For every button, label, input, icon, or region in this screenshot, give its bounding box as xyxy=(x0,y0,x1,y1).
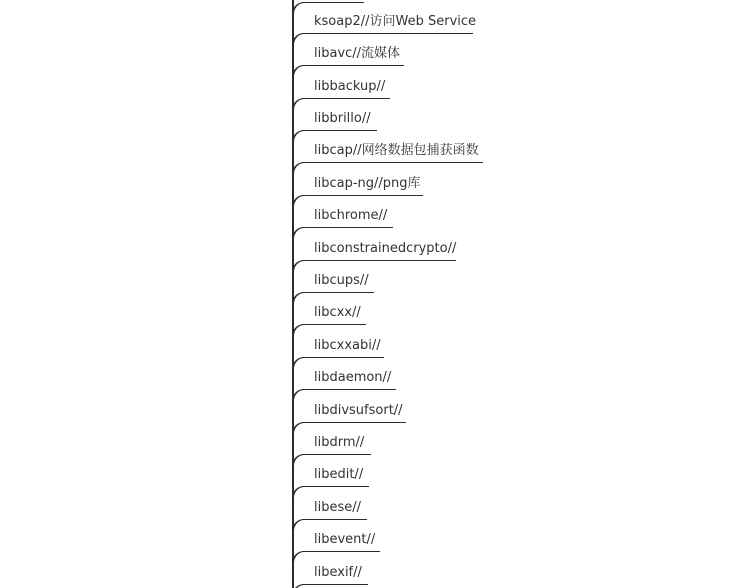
branch-label: libbrillo// xyxy=(314,111,371,126)
branch-label: libcups// xyxy=(314,273,369,288)
branch-underline xyxy=(302,389,396,390)
branch-underline xyxy=(302,422,406,423)
branch-underline xyxy=(302,551,380,552)
branch-underline xyxy=(302,454,371,455)
branch-underline xyxy=(302,33,473,34)
branch-underline xyxy=(302,519,367,520)
branch-underline xyxy=(302,195,423,196)
branch-underline xyxy=(302,486,369,487)
mindmap-trunk-line xyxy=(292,0,294,588)
branch-underline xyxy=(302,162,483,163)
branch-underline xyxy=(302,2,364,3)
branch-label: libdivsufsort// xyxy=(314,403,403,418)
branch-label: libese// xyxy=(314,500,362,515)
branch-label: libcxxabi// xyxy=(314,338,381,353)
branch-label: libevent// xyxy=(314,532,376,547)
branch-label: libcap//网络数据包捕获函数 xyxy=(314,143,479,158)
branch-label: libconstrainedcrypto// xyxy=(314,241,457,256)
branch-underline xyxy=(302,98,390,99)
branch-underline xyxy=(302,324,366,325)
branch-label: libcap-ng//png库 xyxy=(314,176,421,191)
branch-label: libedit// xyxy=(314,467,364,482)
branch-label: libavc//流媒体 xyxy=(314,46,401,61)
branch-label: libexif// xyxy=(314,565,362,580)
branch-underline xyxy=(302,65,404,66)
branch-label: libchrome// xyxy=(314,208,388,223)
branch-underline xyxy=(302,292,374,293)
branch-underline xyxy=(302,130,377,131)
branch-label: libcxx// xyxy=(314,305,361,320)
branch-underline xyxy=(302,584,368,585)
branch-label: libdrm// xyxy=(314,435,365,450)
branch-underline xyxy=(302,357,384,358)
branch-label: ksoap2//访问Web Service xyxy=(314,14,477,29)
branch-label: libdaemon// xyxy=(314,370,392,385)
branch-underline xyxy=(302,260,456,261)
branch-label: libbackup// xyxy=(314,79,386,94)
branch-underline xyxy=(302,227,393,228)
